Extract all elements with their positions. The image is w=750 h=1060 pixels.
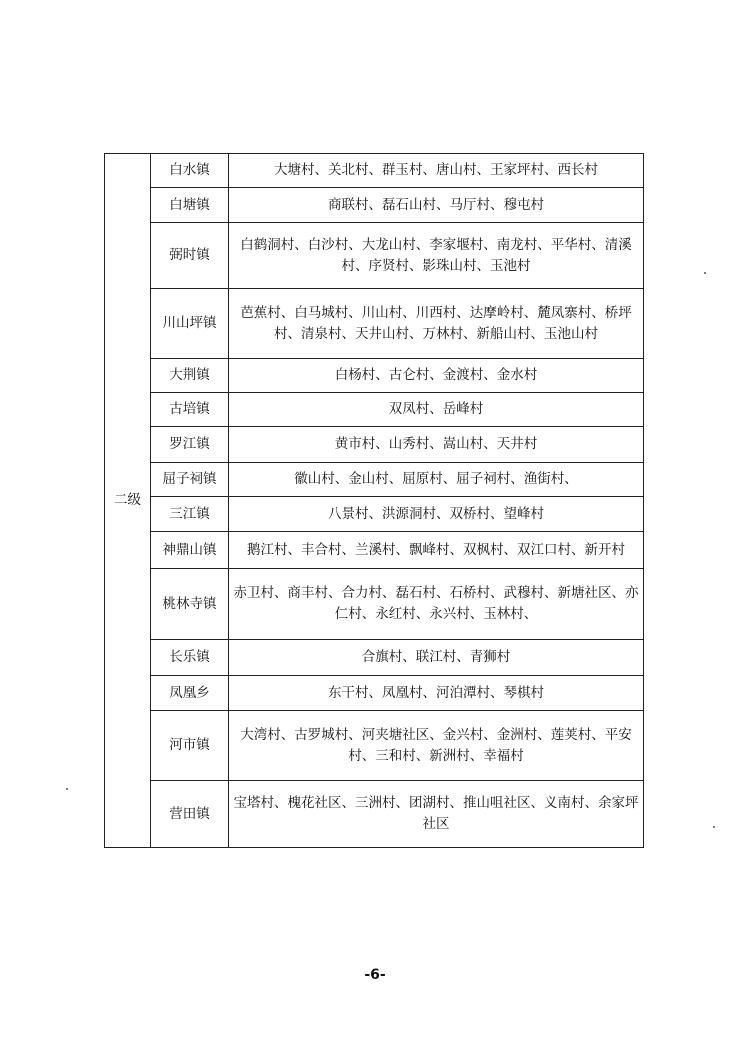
villages-cell: 白杨村、古仑村、金渡村、金水村: [229, 359, 644, 393]
page-number: -6-: [364, 967, 386, 983]
town-cell: 古培镇: [151, 393, 229, 427]
town-cell: 大荆镇: [151, 359, 229, 393]
table-row: [105, 223, 644, 289]
table-row: [105, 359, 644, 393]
table-row: [105, 463, 644, 497]
villages-cell: 鹅江村、丰合村、兰溪村、飘峰村、双枫村、双江口村、新开村: [229, 532, 644, 569]
table-row: [105, 393, 644, 427]
table-row: [105, 289, 644, 359]
table-row: [105, 154, 644, 188]
town-cell: 凤凰乡: [151, 676, 229, 711]
table-row: [105, 569, 644, 640]
villages-cell: 白鹤洞村、白沙村、大龙山村、李家堰村、南龙村、平华村、清溪村、序贤村、影珠山村、玉池村: [229, 223, 644, 289]
villages-cell: 合旗村、联江村、青狮村: [229, 640, 644, 676]
table-row: [105, 781, 644, 848]
villages-cell: 商联村、磊石山村、马厅村、穆屯村: [229, 188, 644, 223]
scan-speck: [713, 826, 715, 828]
villages-cell: 大湾村、古罗城村、河夹塘社区、金兴村、金洲村、莲荚村、平安村、三和村、新洲村、幸福村: [229, 711, 644, 781]
town-cell: 营田镇: [151, 781, 229, 848]
town-cell: 白水镇: [151, 154, 229, 188]
villages-cell: 赤卫村、商丰村、合力村、磊石村、石桥村、武穆村、新塘社区、亦仁村、永红村、永兴村、玉林村、: [229, 569, 644, 640]
table-row: [105, 188, 644, 223]
table-row: [105, 711, 644, 781]
town-cell: 屈子祠镇: [151, 463, 229, 497]
town-cell: 三江镇: [151, 497, 229, 532]
table-row: [105, 497, 644, 532]
level-cell: 二级: [105, 154, 151, 848]
scan-speck: [66, 788, 68, 790]
town-cell: 河市镇: [151, 711, 229, 781]
villages-cell: 芭蕉村、白马城村、川山村、川西村、达摩岭村、麓凤寨村、桥坪村、清泉村、天井山村、万林村、新船山村、玉池山村: [229, 289, 644, 359]
villages-cell: 双凤村、岳峰村: [229, 393, 644, 427]
town-cell: 白塘镇: [151, 188, 229, 223]
table-row: [105, 676, 644, 711]
town-village-table: [104, 153, 644, 848]
villages-cell: 大塘村、关北村、群玉村、唐山村、王家坪村、西长村: [229, 154, 644, 188]
town-cell: 川山坪镇: [151, 289, 229, 359]
villages-cell: 黄市村、山秀村、嵩山村、天井村: [229, 427, 644, 463]
table-row: [105, 640, 644, 676]
town-cell: 桃林寺镇: [151, 569, 229, 640]
town-cell: 弼时镇: [151, 223, 229, 289]
table-row: [105, 427, 644, 463]
town-cell: 长乐镇: [151, 640, 229, 676]
villages-cell: 八景村、洪源洞村、双桥村、望峰村: [229, 497, 644, 532]
villages-cell: 徽山村、金山村、屈原村、屈子祠村、渔街村、: [229, 463, 644, 497]
table-row: [105, 532, 644, 569]
villages-cell: 宝塔村、槐花社区、三洲村、团湖村、推山咀社区、义南村、余家坪社区: [229, 781, 644, 848]
town-cell: 罗江镇: [151, 427, 229, 463]
scan-speck: [704, 272, 706, 274]
villages-cell: 东干村、凤凰村、河泊潭村、琴棋村: [229, 676, 644, 711]
town-cell: 神鼎山镇: [151, 532, 229, 569]
